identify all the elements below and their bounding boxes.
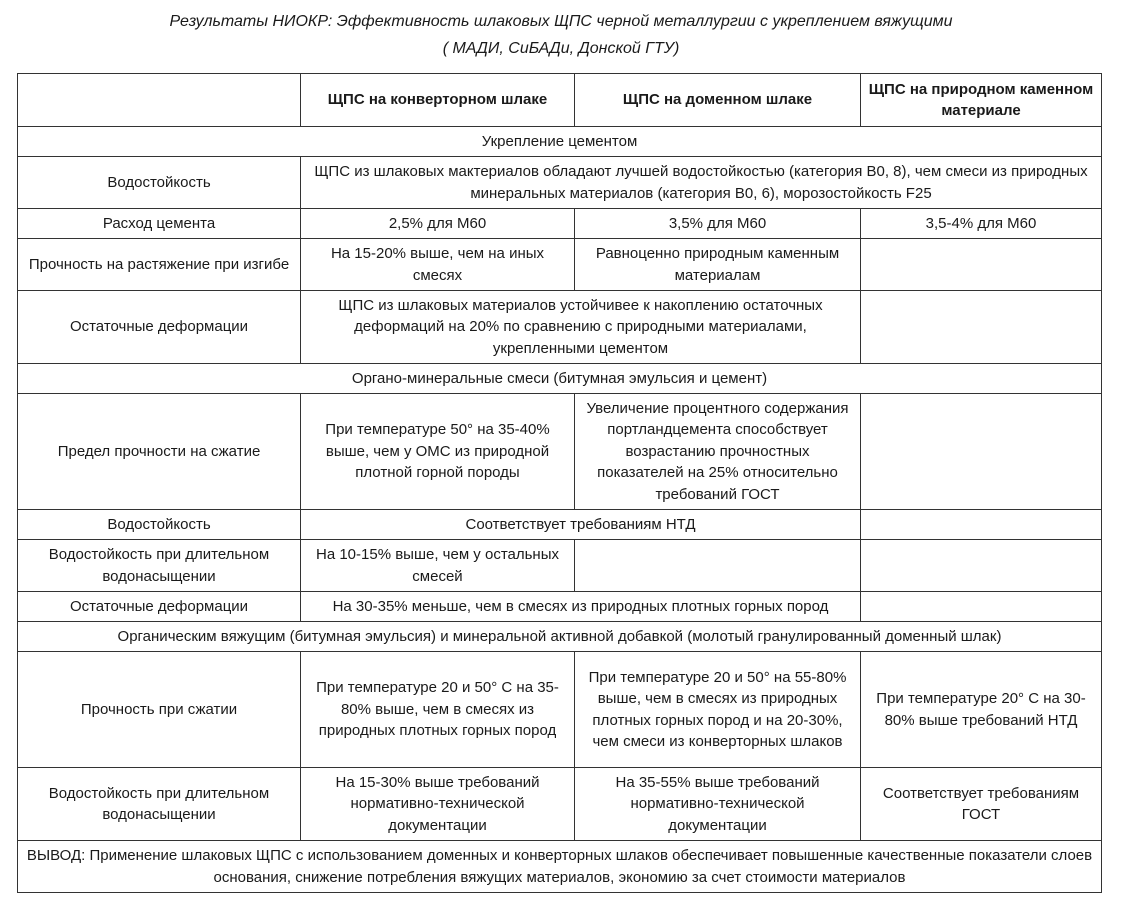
row-label: Остаточные деформации xyxy=(18,291,301,364)
header-cell-blast-furnace-slag: ЩПС на доменном шлаке xyxy=(575,74,861,127)
conclusion-row xyxy=(18,841,1102,893)
table-cell xyxy=(861,540,1102,592)
table-cell: Соответствует требованиям ГОСТ xyxy=(861,768,1102,841)
table-cell xyxy=(575,540,861,592)
table-row xyxy=(18,540,1102,592)
merged-cell: Соответствует требованиям НТД xyxy=(301,510,861,540)
results-table xyxy=(17,73,1102,893)
row-label: Расход цемента xyxy=(18,209,301,239)
merged-cell: ЩПС из шлаковых мактериалов обладают лучшей водостойкостью (категория В0, 8), чем смеси из природных минеральных материалов (категория В0, 6), морозостойкость F25 xyxy=(301,157,1102,209)
table-row xyxy=(18,209,1102,239)
page-title xyxy=(0,8,1122,62)
table-row xyxy=(18,768,1102,841)
table-cell: Увеличение процентного содержания портландцемента способствует возрастанию прочностных показателей на 25% относительно требований ГОСТ xyxy=(575,394,861,510)
table-row xyxy=(18,394,1102,510)
row-label: Водостойкость при длительном водонасыщении xyxy=(18,540,301,592)
row-label: Остаточные деформации xyxy=(18,592,301,622)
table-cell: 3,5% для М60 xyxy=(575,209,861,239)
row-label: Водостойкость при длительном водонасыщении xyxy=(18,768,301,841)
merged-cell: ЩПС из шлаковых материалов устойчивее к накоплению остаточных деформаций на 20% по сравнению с природными материалами, укрепленными цементом xyxy=(301,291,861,364)
table-row xyxy=(18,291,1102,364)
table-cell: При температуре 20 и 50° С на 35-80% выше, чем в смесях из природных плотных горных пород xyxy=(301,652,575,768)
section-row xyxy=(18,622,1102,652)
title-line-1: Результаты НИОКР: Эффективность шлаковых ЩПС черной металлургии с укреплением вяжущими xyxy=(169,13,953,30)
table-cell xyxy=(861,592,1102,622)
row-label: Водостойкость xyxy=(18,157,301,209)
table-row xyxy=(18,157,1102,209)
table-cell: При температуре 50° на 35-40% выше, чем у ОМС из природной плотной горной породы xyxy=(301,394,575,510)
table-cell: На 15-30% выше требований нормативно-технической документации xyxy=(301,768,575,841)
section-row xyxy=(18,364,1102,394)
table-cell xyxy=(861,239,1102,291)
section-title-cement: Укрепление цементом xyxy=(18,127,1102,157)
header-cell-converter-slag: ЩПС на конверторном шлаке xyxy=(301,74,575,127)
row-label: Прочность при сжатии xyxy=(18,652,301,768)
table-cell: При температуре 20 и 50° на 55-80% выше, чем в смесях из природных плотных горных пород и на 20-30%, чем смеси из конверторных шлаков xyxy=(575,652,861,768)
row-label: Предел прочности на сжатие xyxy=(18,394,301,510)
merged-cell: На 30-35% меньше, чем в смесях из природных плотных горных пород xyxy=(301,592,861,622)
header-cell-natural-stone: ЩПС на природном каменном материале xyxy=(861,74,1102,127)
table-row xyxy=(18,239,1102,291)
table-cell xyxy=(861,394,1102,510)
section-title-organic-binder: Органическим вяжущим (битумная эмульсия) и минеральной активной добавкой (молотый гранулированный доменный шлак) xyxy=(18,622,1102,652)
table-cell xyxy=(861,510,1102,540)
table-cell: 2,5% для М60 xyxy=(301,209,575,239)
row-label: Водостойкость xyxy=(18,510,301,540)
table-row xyxy=(18,510,1102,540)
table-row xyxy=(18,592,1102,622)
row-label: Прочность на растяжение при изгибе xyxy=(18,239,301,291)
table-cell: На 10-15% выше, чем у остальных смесей xyxy=(301,540,575,592)
section-row xyxy=(18,127,1102,157)
table-cell xyxy=(861,291,1102,364)
section-title-organo-mineral: Органо-минеральные смеси (битумная эмульсия и цемент) xyxy=(18,364,1102,394)
table-row xyxy=(18,652,1102,768)
header-row xyxy=(18,74,1102,127)
table-cell: При температуре 20° С на 30-80% выше требований НТД xyxy=(861,652,1102,768)
title-line-2: ( МАДИ, СиБАДи, Донской ГТУ) xyxy=(442,40,680,57)
conclusion-cell: ВЫВОД: Применение шлаковых ЩПС с использованием доменных и конверторных шлаков обеспечивает повышенные качественные показатели слоев основания, снижение потребления вяжущих материалов, экономию за счет стоимости материалов xyxy=(18,841,1102,893)
table-cell: 3,5-4% для М60 xyxy=(861,209,1102,239)
table-cell: На 15-20% выше, чем на иных смесях xyxy=(301,239,575,291)
table-cell: Равноценно природным каменным материалам xyxy=(575,239,861,291)
table-cell: На 35-55% выше требований нормативно-технической документации xyxy=(575,768,861,841)
header-cell-empty xyxy=(18,74,301,127)
